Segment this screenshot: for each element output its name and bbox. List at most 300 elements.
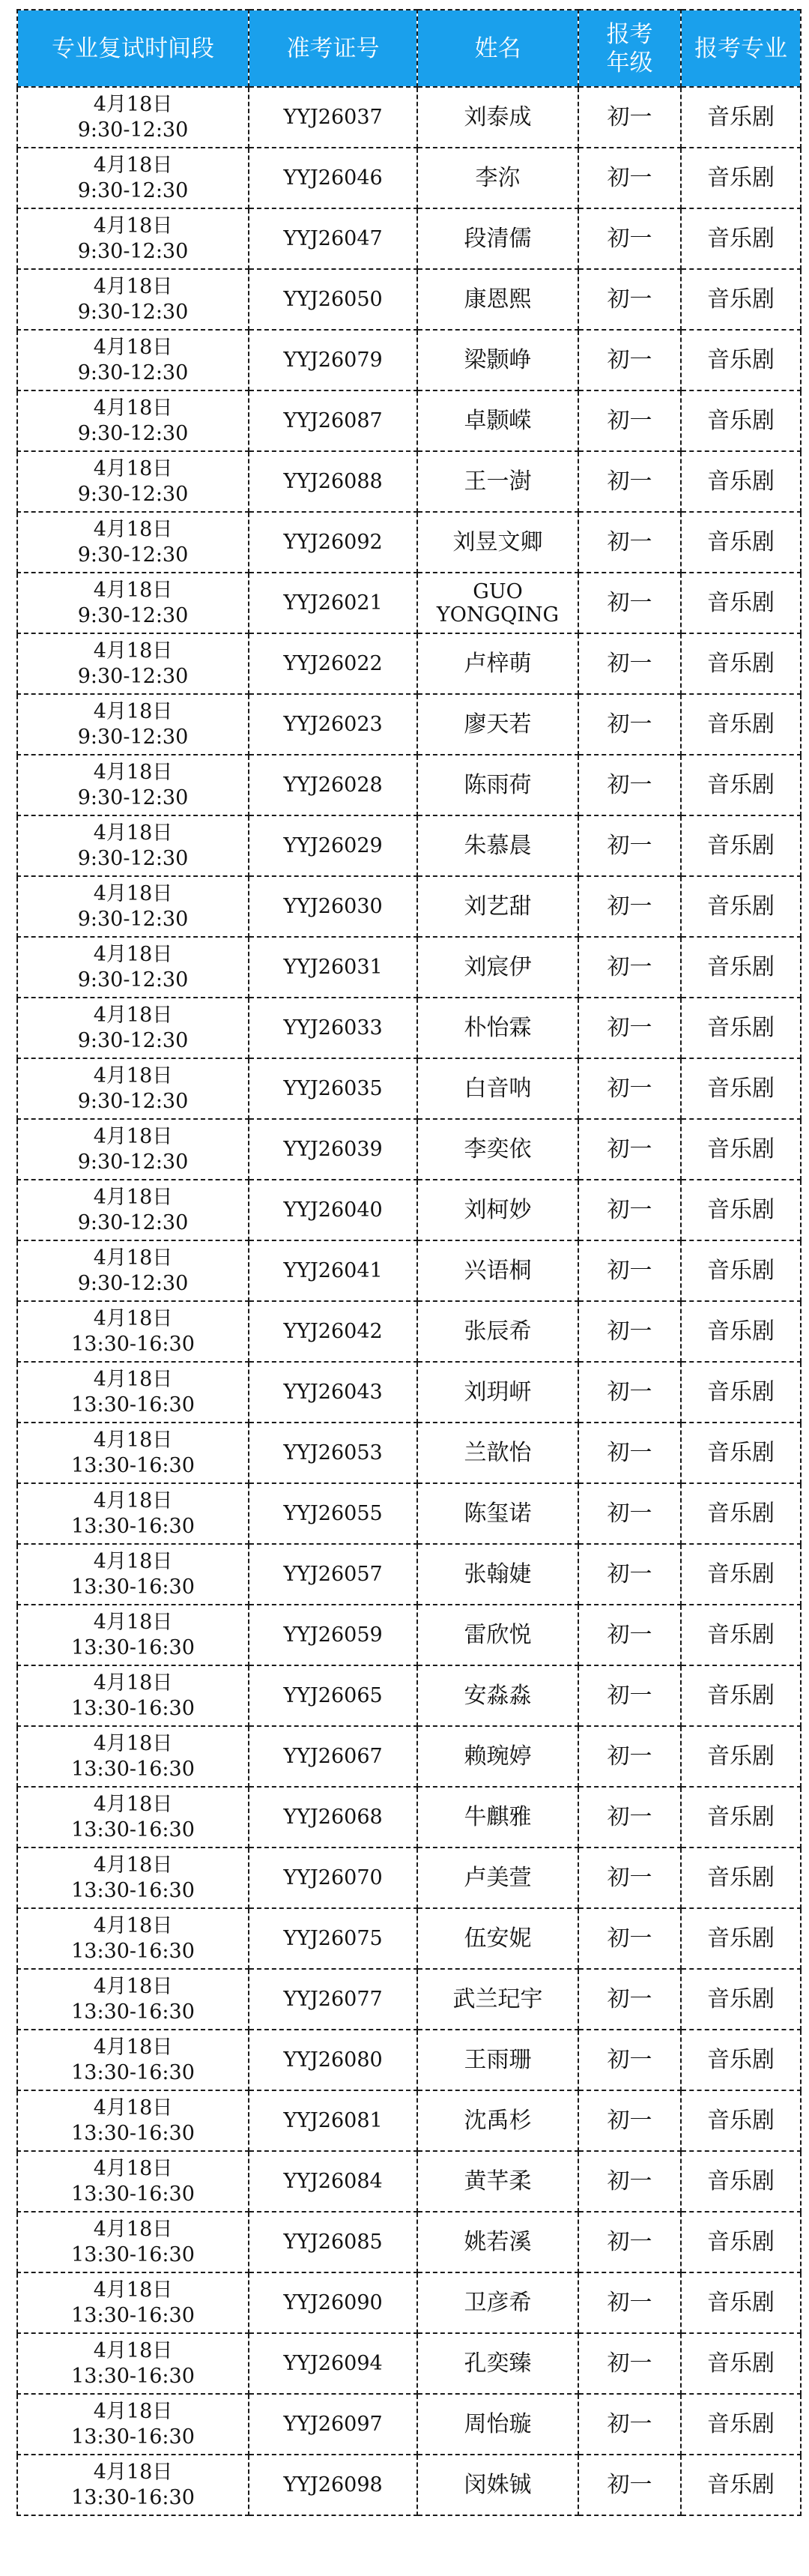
slot-cell [17, 512, 249, 573]
table-row [17, 998, 801, 1058]
slot-cell [17, 1119, 249, 1180]
table-row [17, 1908, 801, 1969]
slot-cell [17, 2030, 249, 2090]
grade-cell: 初一 [578, 148, 681, 208]
header-slot: 专业复试时间段 [17, 10, 249, 87]
slot-date: 4月18日 [93, 1125, 173, 1148]
name-cell: GUO YONGQING [417, 573, 578, 633]
slot-date: 4月18日 [93, 1307, 173, 1330]
table-row [17, 2090, 801, 2151]
slot-cell [17, 1423, 249, 1483]
major-cell: 音乐剧 [681, 1119, 801, 1180]
major-cell: 音乐剧 [681, 1362, 801, 1423]
name-cell: 孔奕臻 [417, 2333, 578, 2394]
table-row [17, 512, 801, 573]
table-row [17, 2151, 801, 2212]
table-row [17, 451, 801, 512]
exam-no-cell: YYJ26067 [249, 1726, 417, 1787]
exam-no-cell: YYJ26079 [249, 330, 417, 390]
slot-date: 4月18日 [93, 1853, 173, 1877]
slot-time: 13:30-16:30 [71, 1818, 195, 1841]
table-row [17, 330, 801, 390]
major-cell: 音乐剧 [681, 390, 801, 451]
table-row [17, 2333, 801, 2394]
slot-cell [17, 451, 249, 512]
name-cell: 赖琬婷 [417, 1726, 578, 1787]
major-cell: 音乐剧 [681, 633, 801, 694]
exam-no-cell: YYJ26033 [249, 998, 417, 1058]
slot-time: 13:30-16:30 [71, 1697, 195, 1720]
table-row [17, 1301, 801, 1362]
slot-cell [17, 1787, 249, 1847]
name-cell: 伍安妮 [417, 1908, 578, 1969]
slot-date: 4月18日 [93, 1914, 173, 1937]
grade-cell: 初一 [578, 755, 681, 815]
slot-cell [17, 1483, 249, 1544]
exam-no-cell: YYJ26084 [249, 2151, 417, 2212]
slot-date: 4月18日 [93, 154, 173, 177]
grade-cell: 初一 [578, 2090, 681, 2151]
grade-cell: 初一 [578, 937, 681, 998]
exam-no-cell: YYJ26029 [249, 815, 417, 876]
major-cell: 音乐剧 [681, 815, 801, 876]
slot-time: 9:30-12:30 [77, 604, 189, 627]
name-cell: 周怡璇 [417, 2394, 578, 2455]
name-cell: 廖天若 [417, 694, 578, 755]
major-cell: 音乐剧 [681, 573, 801, 633]
slot-time: 9:30-12:30 [77, 1211, 189, 1234]
slot-date: 4月18日 [93, 275, 173, 298]
grade-cell: 初一 [578, 208, 681, 269]
grade-cell: 初一 [578, 1847, 681, 1908]
major-cell: 音乐剧 [681, 1908, 801, 1969]
major-cell: 音乐剧 [681, 1847, 801, 1908]
header-row [17, 10, 801, 87]
header-grade-line1: 报考 [606, 20, 653, 48]
name-cell: 黄芊柔 [417, 2151, 578, 2212]
slot-date: 4月18日 [93, 639, 173, 663]
slot-cell [17, 269, 249, 330]
major-cell: 音乐剧 [681, 1180, 801, 1240]
name-cell: 安淼淼 [417, 1665, 578, 1726]
exam-no-cell: YYJ26050 [249, 269, 417, 330]
major-cell: 音乐剧 [681, 451, 801, 512]
exam-no-cell: YYJ26053 [249, 1423, 417, 1483]
slot-date: 4月18日 [93, 1004, 173, 1027]
slot-date: 4月18日 [93, 2096, 173, 2120]
exam-no-cell: YYJ26097 [249, 2394, 417, 2455]
slot-cell [17, 148, 249, 208]
exam-no-cell: YYJ26081 [249, 2090, 417, 2151]
name-cell: 闵姝铖 [417, 2455, 578, 2515]
name-cell: 刘昱文卿 [417, 512, 578, 573]
name-cell: 白音呐 [417, 1058, 578, 1119]
slot-cell [17, 2212, 249, 2272]
slot-date: 4月18日 [93, 2400, 173, 2423]
schedule-table [16, 9, 802, 2516]
slot-cell [17, 2394, 249, 2455]
exam-no-cell: YYJ26043 [249, 1362, 417, 1423]
grade-cell: 初一 [578, 390, 681, 451]
exam-no-cell: YYJ26039 [249, 1119, 417, 1180]
slot-time: 13:30-16:30 [71, 2183, 195, 2206]
slot-date: 4月18日 [93, 1550, 173, 1573]
table-row [17, 1362, 801, 1423]
slot-time: 13:30-16:30 [71, 1515, 195, 1538]
exam-no-cell: YYJ26037 [249, 87, 417, 148]
grade-cell: 初一 [578, 876, 681, 937]
exam-no-cell: YYJ26087 [249, 390, 417, 451]
name-cell: 雷欣悦 [417, 1605, 578, 1665]
header-name: 姓名 [417, 10, 578, 87]
slot-cell [17, 2151, 249, 2212]
slot-time: 9:30-12:30 [77, 908, 189, 931]
slot-time: 13:30-16:30 [71, 1454, 195, 1477]
slot-time: 9:30-12:30 [77, 1150, 189, 1174]
slot-date: 4月18日 [93, 1611, 173, 1634]
name-cell: 武兰玘宇 [417, 1969, 578, 2030]
slot-date: 4月18日 [93, 396, 173, 420]
major-cell: 音乐剧 [681, 1240, 801, 1301]
grade-cell: 初一 [578, 1119, 681, 1180]
slot-cell [17, 1362, 249, 1423]
exam-no-cell: YYJ26088 [249, 451, 417, 512]
slot-time: 9:30-12:30 [77, 361, 189, 384]
slot-date: 4月18日 [93, 2278, 173, 2302]
grade-cell: 初一 [578, 330, 681, 390]
slot-cell [17, 1908, 249, 1969]
slot-time: 9:30-12:30 [77, 1272, 189, 1295]
table-row [17, 1847, 801, 1908]
slot-cell [17, 1726, 249, 1787]
grade-cell: 初一 [578, 815, 681, 876]
table-row [17, 208, 801, 269]
slot-time: 13:30-16:30 [71, 2122, 195, 2145]
major-cell: 音乐剧 [681, 2455, 801, 2515]
slot-date: 4月18日 [93, 518, 173, 541]
major-cell: 音乐剧 [681, 512, 801, 573]
grade-cell: 初一 [578, 1058, 681, 1119]
major-cell: 音乐剧 [681, 1301, 801, 1362]
slot-date: 4月18日 [93, 336, 173, 359]
table-row [17, 633, 801, 694]
slot-time: 9:30-12:30 [77, 118, 189, 142]
slot-time: 9:30-12:30 [77, 1029, 189, 1052]
table-row [17, 694, 801, 755]
name-cell: 王一澍 [417, 451, 578, 512]
slot-date: 4月18日 [93, 2339, 173, 2362]
slot-cell [17, 1847, 249, 1908]
major-cell: 音乐剧 [681, 2272, 801, 2333]
grade-cell: 初一 [578, 1301, 681, 1362]
grade-cell: 初一 [578, 998, 681, 1058]
major-cell: 音乐剧 [681, 269, 801, 330]
exam-no-cell: YYJ26057 [249, 1544, 417, 1605]
slot-cell [17, 1969, 249, 2030]
table-row [17, 87, 801, 148]
slot-date: 4月18日 [93, 1368, 173, 1391]
grade-cell: 初一 [578, 1908, 681, 1969]
slot-date: 4月18日 [93, 579, 173, 602]
name-cell: 刘艺甜 [417, 876, 578, 937]
table-row [17, 1423, 801, 1483]
slot-time: 13:30-16:30 [71, 2061, 195, 2084]
slot-time: 9:30-12:30 [77, 240, 189, 263]
slot-time: 13:30-16:30 [71, 1940, 195, 1963]
major-cell: 音乐剧 [681, 87, 801, 148]
major-cell: 音乐剧 [681, 2333, 801, 2394]
grade-cell: 初一 [578, 694, 681, 755]
name-cell: 王雨珊 [417, 2030, 578, 2090]
slot-date: 4月18日 [93, 1064, 173, 1088]
slot-cell [17, 1301, 249, 1362]
name-cell: 朱慕晨 [417, 815, 578, 876]
name-cell: 牛麒雅 [417, 1787, 578, 1847]
exam-no-cell: YYJ26022 [249, 633, 417, 694]
name-cell: 卢梓萌 [417, 633, 578, 694]
slot-time: 9:30-12:30 [77, 422, 189, 445]
slot-time: 13:30-16:30 [71, 1636, 195, 1659]
slot-time: 9:30-12:30 [77, 543, 189, 567]
table-row [17, 1787, 801, 1847]
grade-cell: 初一 [578, 1240, 681, 1301]
name-cell: 卢美萱 [417, 1847, 578, 1908]
slot-cell [17, 937, 249, 998]
slot-time: 13:30-16:30 [71, 1333, 195, 1356]
major-cell: 音乐剧 [681, 876, 801, 937]
name-cell: 李沵 [417, 148, 578, 208]
table-row [17, 1544, 801, 1605]
slot-date: 4月18日 [93, 2461, 173, 2484]
exam-no-cell: YYJ26065 [249, 1665, 417, 1726]
slot-time: 9:30-12:30 [77, 179, 189, 202]
name-cell: 兴语桐 [417, 1240, 578, 1301]
table-body [17, 87, 801, 2515]
slot-cell [17, 998, 249, 1058]
exam-no-cell: YYJ26028 [249, 755, 417, 815]
table-row [17, 1483, 801, 1544]
major-cell: 音乐剧 [681, 1544, 801, 1605]
table-row [17, 1969, 801, 2030]
name-cell: 张辰希 [417, 1301, 578, 1362]
grade-cell: 初一 [578, 1665, 681, 1726]
slot-cell [17, 2455, 249, 2515]
exam-no-cell: YYJ26059 [249, 1605, 417, 1665]
slot-date: 4月18日 [93, 700, 173, 723]
slot-time: 9:30-12:30 [77, 968, 189, 992]
slot-time: 13:30-16:30 [71, 1393, 195, 1417]
slot-time: 9:30-12:30 [77, 1090, 189, 1113]
exam-no-cell: YYJ26041 [249, 1240, 417, 1301]
grade-cell: 初一 [578, 1180, 681, 1240]
grade-cell: 初一 [578, 1969, 681, 2030]
table-row [17, 1665, 801, 1726]
grade-cell: 初一 [578, 1423, 681, 1483]
slot-time: 13:30-16:30 [71, 1758, 195, 1781]
major-cell: 音乐剧 [681, 1058, 801, 1119]
table-row [17, 2272, 801, 2333]
table-row [17, 269, 801, 330]
grade-cell: 初一 [578, 512, 681, 573]
major-cell: 音乐剧 [681, 1726, 801, 1787]
slot-time: 13:30-16:30 [71, 2000, 195, 2024]
grade-cell: 初一 [578, 2151, 681, 2212]
table-row [17, 148, 801, 208]
slot-date: 4月18日 [93, 1732, 173, 1755]
name-cell: 康恩熙 [417, 269, 578, 330]
grade-cell: 初一 [578, 2272, 681, 2333]
major-cell: 音乐剧 [681, 330, 801, 390]
name-cell: 刘柯妙 [417, 1180, 578, 1240]
exam-no-cell: YYJ26035 [249, 1058, 417, 1119]
grade-cell: 初一 [578, 2212, 681, 2272]
slot-date: 4月18日 [93, 214, 173, 238]
slot-time: 13:30-16:30 [71, 2425, 195, 2449]
major-cell: 音乐剧 [681, 998, 801, 1058]
slot-date: 4月18日 [93, 2218, 173, 2241]
grade-cell: 初一 [578, 1787, 681, 1847]
table-row [17, 815, 801, 876]
exam-no-cell: YYJ26075 [249, 1908, 417, 1969]
major-cell: 音乐剧 [681, 1787, 801, 1847]
table-row [17, 1180, 801, 1240]
slot-cell [17, 755, 249, 815]
name-cell: 李奕依 [417, 1119, 578, 1180]
slot-date: 4月18日 [93, 1793, 173, 1816]
exam-no-cell: YYJ26080 [249, 2030, 417, 2090]
header-grade-line2: 年级 [606, 49, 653, 76]
exam-no-cell: YYJ26023 [249, 694, 417, 755]
name-cell: 陈雨荷 [417, 755, 578, 815]
major-cell: 音乐剧 [681, 148, 801, 208]
slot-time: 9:30-12:30 [77, 665, 189, 688]
grade-cell: 初一 [578, 1362, 681, 1423]
exam-no-cell: YYJ26031 [249, 937, 417, 998]
grade-cell: 初一 [578, 1605, 681, 1665]
slot-date: 4月18日 [93, 1671, 173, 1695]
major-cell: 音乐剧 [681, 2030, 801, 2090]
exam-no-cell: YYJ26047 [249, 208, 417, 269]
major-cell: 音乐剧 [681, 937, 801, 998]
major-cell: 音乐剧 [681, 694, 801, 755]
grade-cell: 初一 [578, 1483, 681, 1544]
slot-cell [17, 1240, 249, 1301]
slot-time: 9:30-12:30 [77, 847, 189, 870]
table-row [17, 1605, 801, 1665]
slot-cell [17, 2090, 249, 2151]
slot-time: 13:30-16:30 [71, 1879, 195, 1902]
slot-cell [17, 1180, 249, 1240]
header-major: 报考专业 [681, 10, 801, 87]
slot-cell [17, 330, 249, 390]
exam-no-cell: YYJ26098 [249, 2455, 417, 2515]
major-cell: 音乐剧 [681, 2090, 801, 2151]
table-header [17, 10, 801, 87]
slot-date: 4月18日 [93, 1489, 173, 1512]
exam-no-cell: YYJ26021 [249, 573, 417, 633]
slot-time: 13:30-16:30 [71, 2304, 195, 2327]
header-exam-no: 准考证号 [249, 10, 417, 87]
slot-date: 4月18日 [93, 1975, 173, 1998]
schedule-sheet [16, 9, 793, 2516]
major-cell: 音乐剧 [681, 1969, 801, 2030]
slot-cell [17, 876, 249, 937]
major-cell: 音乐剧 [681, 755, 801, 815]
major-cell: 音乐剧 [681, 2151, 801, 2212]
exam-no-cell: YYJ26070 [249, 1847, 417, 1908]
major-cell: 音乐剧 [681, 2212, 801, 2272]
exam-no-cell: YYJ26042 [249, 1301, 417, 1362]
name-cell: 兰歆怡 [417, 1423, 578, 1483]
name-cell: 朴怡霖 [417, 998, 578, 1058]
slot-cell [17, 633, 249, 694]
name-cell: 姚若溪 [417, 2212, 578, 2272]
slot-cell [17, 1665, 249, 1726]
major-cell: 音乐剧 [681, 1665, 801, 1726]
major-cell: 音乐剧 [681, 208, 801, 269]
slot-time: 13:30-16:30 [71, 2243, 195, 2266]
slot-time: 13:30-16:30 [71, 2365, 195, 2388]
grade-cell: 初一 [578, 2030, 681, 2090]
table-row [17, 876, 801, 937]
slot-time: 9:30-12:30 [77, 301, 189, 324]
exam-no-cell: YYJ26046 [249, 148, 417, 208]
name-cell: 刘玥岍 [417, 1362, 578, 1423]
exam-no-cell: YYJ26068 [249, 1787, 417, 1847]
name-cell: 梁颢峥 [417, 330, 578, 390]
grade-cell: 初一 [578, 87, 681, 148]
name-cell: 陈玺诺 [417, 1483, 578, 1544]
slot-date: 4月18日 [93, 93, 173, 116]
grade-cell: 初一 [578, 2333, 681, 2394]
name-cell: 刘泰成 [417, 87, 578, 148]
grade-cell: 初一 [578, 573, 681, 633]
slot-date: 4月18日 [93, 2036, 173, 2059]
slot-date: 4月18日 [93, 1246, 173, 1270]
exam-no-cell: YYJ26090 [249, 2272, 417, 2333]
slot-date: 4月18日 [93, 2157, 173, 2180]
exam-no-cell: YYJ26094 [249, 2333, 417, 2394]
slot-date: 4月18日 [93, 943, 173, 966]
header-grade [578, 10, 681, 87]
exam-no-cell: YYJ26085 [249, 2212, 417, 2272]
slot-cell [17, 815, 249, 876]
major-cell: 音乐剧 [681, 1605, 801, 1665]
slot-time: 9:30-12:30 [77, 483, 189, 506]
slot-cell [17, 694, 249, 755]
exam-no-cell: YYJ26092 [249, 512, 417, 573]
slot-time: 13:30-16:30 [71, 1575, 195, 1599]
table-row [17, 937, 801, 998]
slot-time: 9:30-12:30 [77, 726, 189, 749]
slot-time: 13:30-16:30 [71, 2486, 195, 2509]
major-cell: 音乐剧 [681, 1483, 801, 1544]
table-row [17, 1058, 801, 1119]
grade-cell: 初一 [578, 633, 681, 694]
name-cell: 卫彦希 [417, 2272, 578, 2333]
table-row [17, 755, 801, 815]
name-cell: 张翰婕 [417, 1544, 578, 1605]
grade-cell: 初一 [578, 1726, 681, 1787]
slot-cell [17, 208, 249, 269]
major-cell: 音乐剧 [681, 1423, 801, 1483]
grade-cell: 初一 [578, 2394, 681, 2455]
grade-cell: 初一 [578, 2455, 681, 2515]
table-row [17, 2030, 801, 2090]
name-cell: 刘宸伊 [417, 937, 578, 998]
exam-no-cell: YYJ26055 [249, 1483, 417, 1544]
slot-cell [17, 1544, 249, 1605]
